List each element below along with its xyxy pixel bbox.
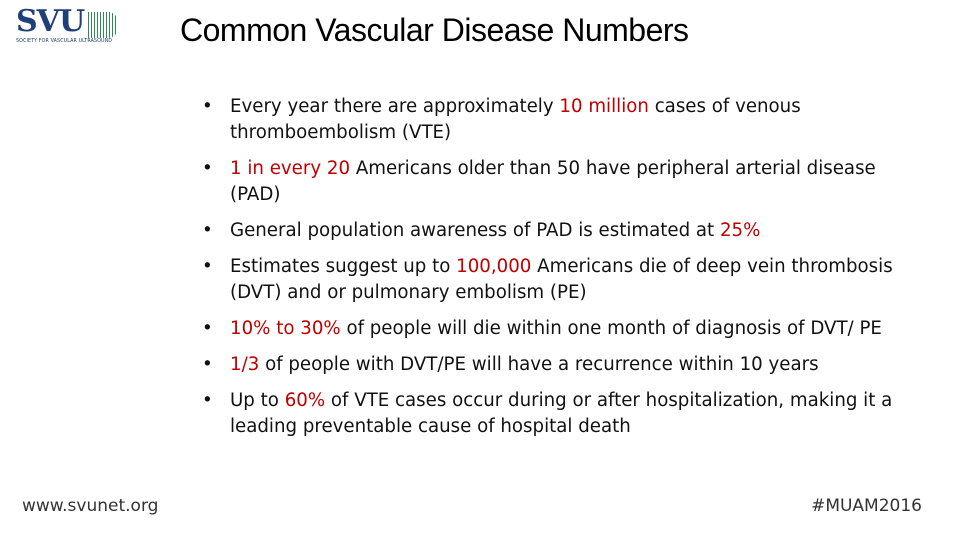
- bullet-highlight: 1 in every 20: [230, 158, 351, 179]
- bullet-text-post: Americans older than 50 have peripheral arterial disease (PAD): [230, 158, 876, 205]
- bullet-highlight: 10% to 30%: [230, 318, 341, 339]
- bullet-highlight: 100,000: [456, 256, 532, 277]
- bullet-text-post: of VTE cases occur during or after hospitalization, making it a leading preventable cause of hospital death: [230, 390, 893, 437]
- bullet-item: [200, 156, 920, 208]
- bullet-item: [200, 218, 920, 244]
- bullet-highlight: 25%: [719, 220, 761, 241]
- bullet-text-post: Americans die of deep vein thrombosis (DVT) and or pulmonary embolism (PE): [230, 256, 893, 303]
- slide-title: Common Vascular Disease Numbers: [180, 12, 689, 48]
- bullet-text-post: cases of venous thromboembolism (VTE): [230, 96, 801, 143]
- bullet-text-pre: Every year there are approximately: [230, 96, 560, 117]
- bullet-list: [200, 94, 920, 450]
- bullet-highlight: 60%: [284, 390, 326, 411]
- bullet-text-post: of people with DVT/PE will have a recurrence within 10 years: [259, 354, 819, 375]
- logo-subtitle: SOCIETY FOR VASCULAR ULTRASOUND: [16, 39, 113, 44]
- bullet-item: [200, 316, 920, 342]
- bullet-highlight: 10 million: [559, 96, 649, 117]
- bullet-text-pre: Estimates suggest up to: [230, 256, 457, 277]
- bullet-text-pre: General population awareness of PAD is estimated at: [230, 220, 720, 241]
- bullet-highlight: 1/3: [230, 354, 260, 375]
- svu-logo: [16, 4, 120, 48]
- bullet-item: [200, 352, 920, 378]
- logo-wordmark: SVU: [16, 4, 85, 39]
- logo-wave-icon: [88, 12, 118, 38]
- bullet-text-post: of people will die within one month of diagnosis of DVT/ PE: [340, 318, 882, 339]
- bullet-item: [200, 388, 920, 440]
- bullet-item: [200, 94, 920, 146]
- bullet-item: [200, 254, 920, 306]
- bullet-text-pre: Up to: [230, 390, 285, 411]
- footer-hashtag: #MUAM2016: [811, 496, 922, 516]
- footer-website: www.svunet.org: [22, 496, 159, 516]
